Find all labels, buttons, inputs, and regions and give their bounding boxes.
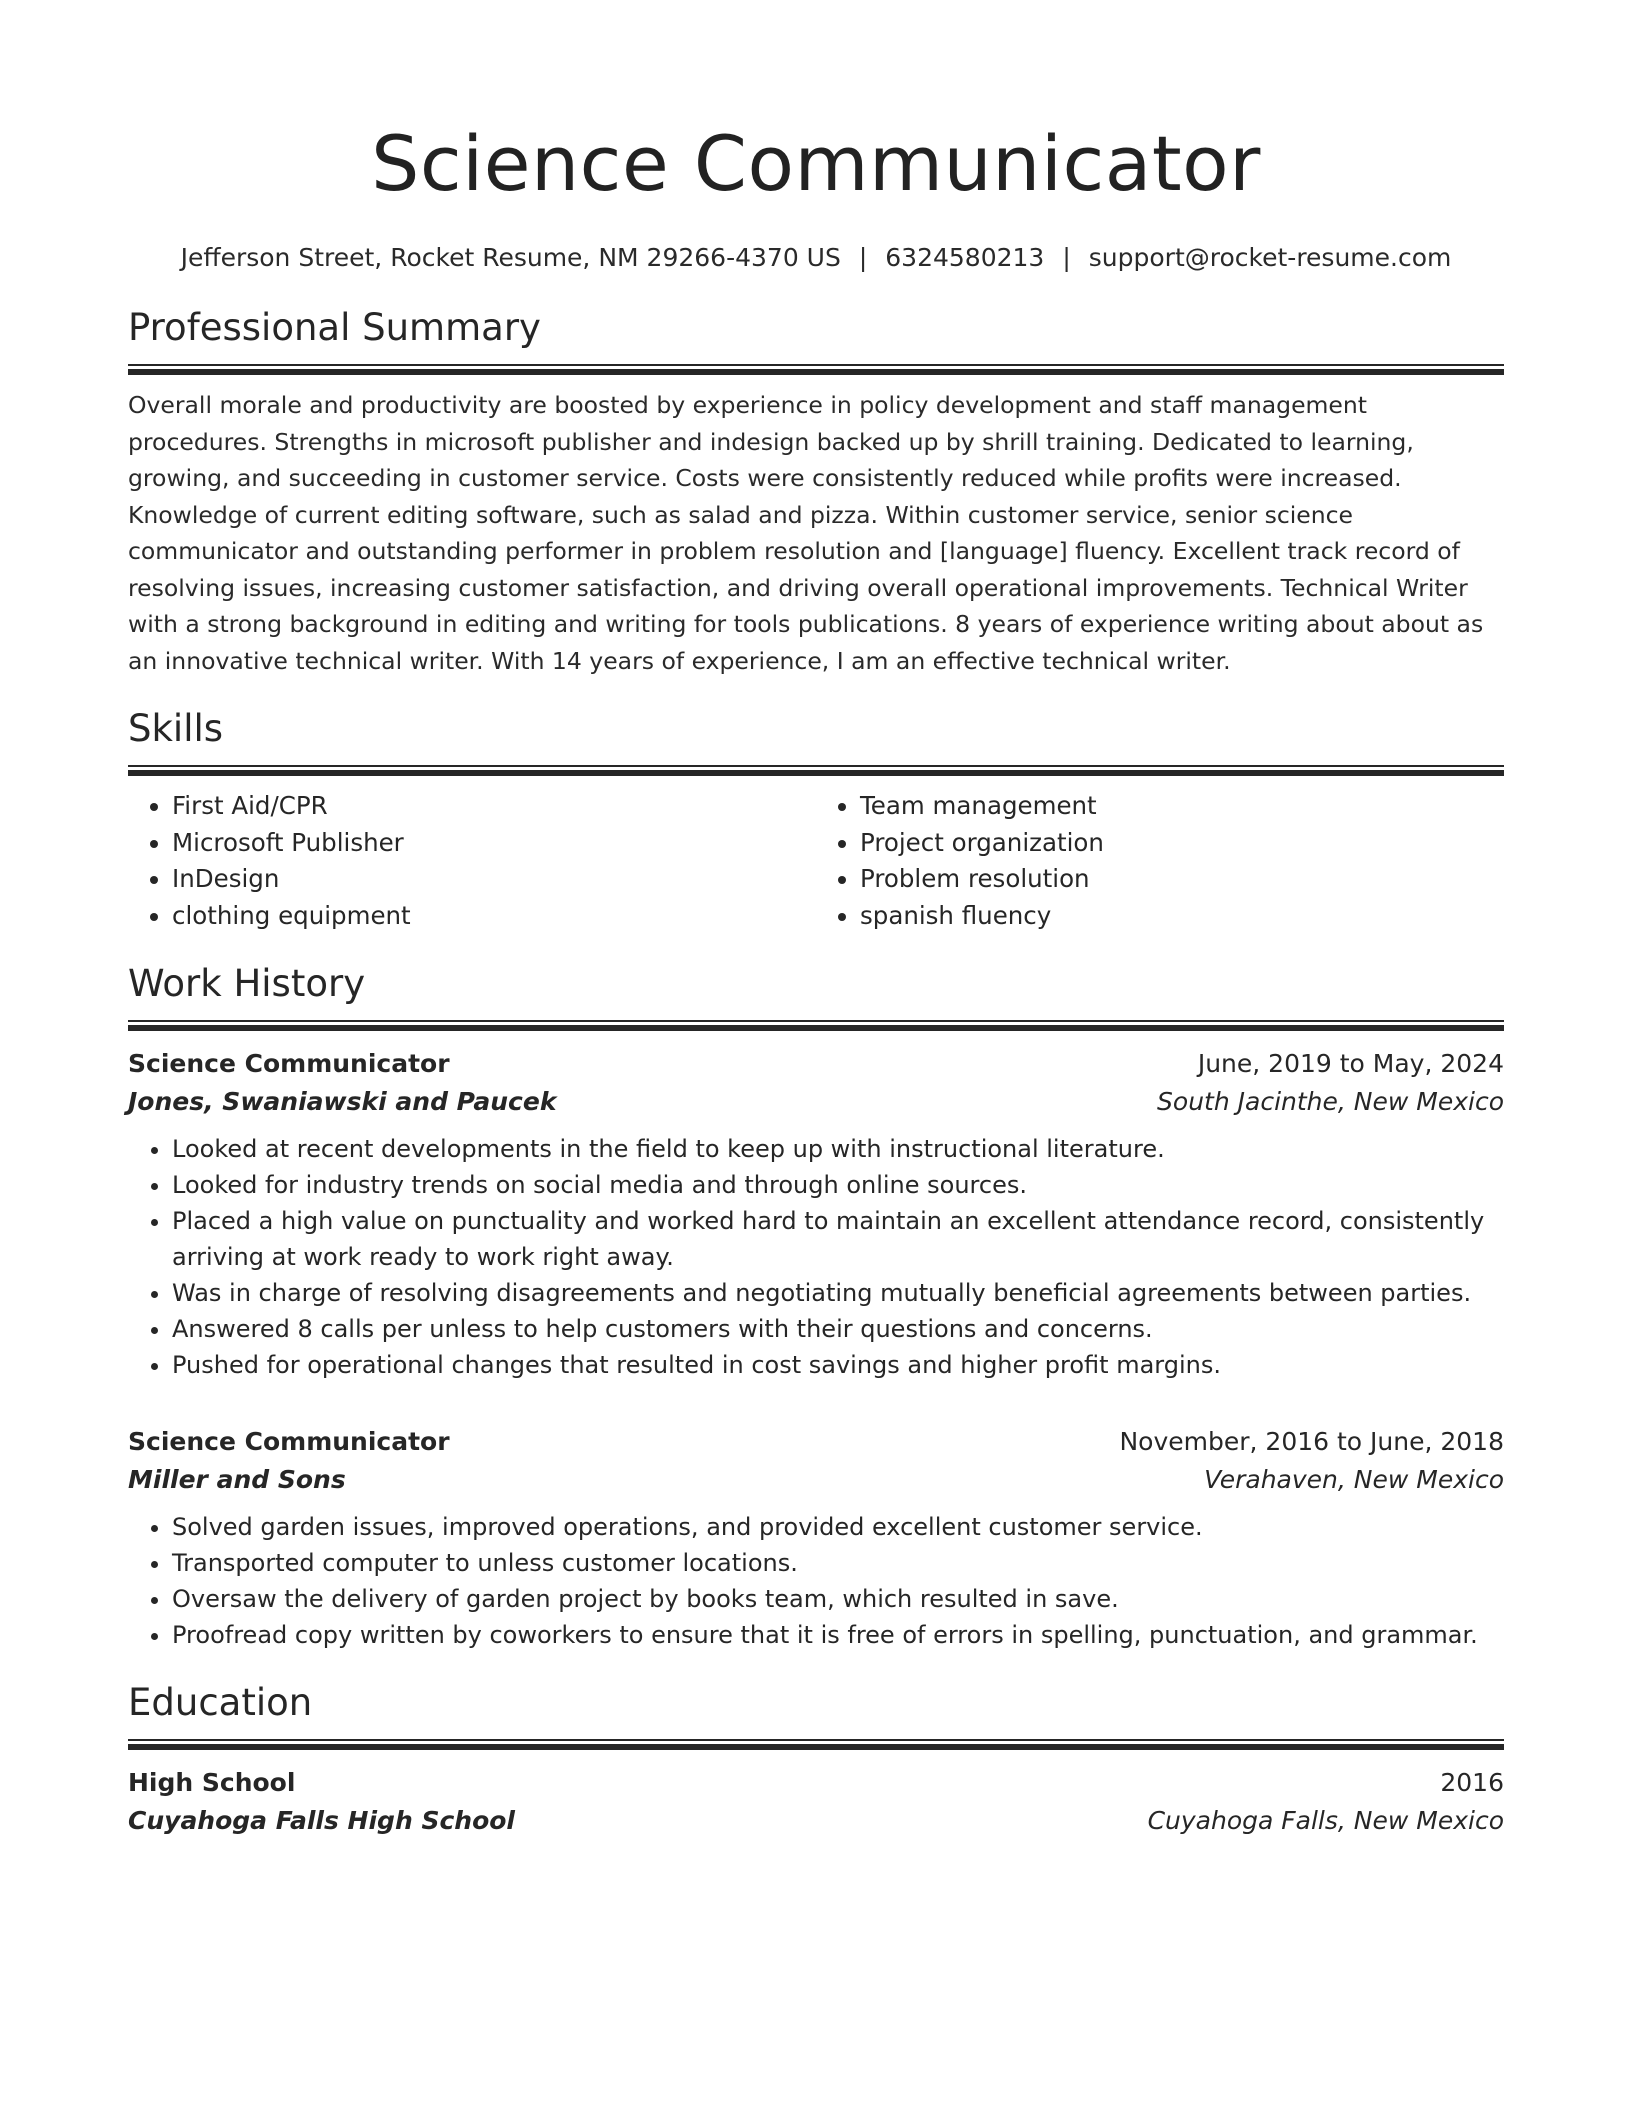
section-divider — [128, 1020, 1504, 1031]
job-bullet: • Looked at recent developments in the field to keep up with instructional literature. — [172, 1131, 1504, 1167]
job-bullet: • Placed a high value on punctuality and worked hard to maintain an excellent attendance record, consistently arriving at work ready to work right away. — [172, 1203, 1504, 1275]
job-title: Science Communicator — [128, 1049, 450, 1078]
job-company-row — [128, 1083, 1504, 1121]
skill-item: • InDesign — [172, 861, 816, 898]
job-location: South Jacinthe, New Mexico — [1157, 1087, 1504, 1116]
skill-item: • Team management — [860, 788, 1504, 825]
skills-column-left — [128, 788, 816, 934]
education-location: Cuyahoga Falls, New Mexico — [1147, 1806, 1504, 1835]
education-school: Cuyahoga Falls High School — [128, 1806, 515, 1835]
section-divider — [128, 1739, 1504, 1750]
contact-phone: 6324580213 — [885, 243, 1045, 272]
work-history-heading: Work History — [128, 962, 366, 1005]
job-bullet: • Was in charge of resolving disagreements and negotiating mutually beneficial agreements between parties. — [172, 1275, 1504, 1311]
skill-item: • First Aid/CPR — [172, 788, 816, 825]
job-company: Miller and Sons — [128, 1465, 346, 1494]
job-company: Jones, Swaniawski and Paucek — [128, 1087, 557, 1116]
skill-item: • spanish fluency — [860, 898, 1504, 935]
job-bullet: • Looked for industry trends on social media and through online sources. — [172, 1167, 1504, 1203]
contact-separator: | — [1062, 243, 1071, 272]
education-year: 2016 — [1440, 1768, 1504, 1797]
job-bullet: • Answered 8 calls per unless to help customers with their questions and concerns. — [172, 1311, 1504, 1347]
job-entry — [128, 1423, 1504, 1653]
job-title: Science Communicator — [128, 1427, 450, 1456]
job-company-row — [128, 1461, 1504, 1499]
section-divider — [128, 364, 1504, 375]
skill-item: • clothing equipment — [172, 898, 816, 935]
job-bullet: • Oversaw the delivery of garden project by books team, which resulted in save. — [172, 1581, 1504, 1617]
job-dates: November, 2016 to June, 2018 — [1119, 1427, 1504, 1456]
job-bullet: • Proofread copy written by coworkers to ensure that it is free of errors in spelling, punctuation, and grammar. — [172, 1617, 1504, 1653]
resume-page — [128, 0, 1504, 1840]
section-divider — [128, 765, 1504, 776]
summary-section — [128, 304, 1504, 679]
job-bullet: • Transported computer to unless customer locations. — [172, 1545, 1504, 1581]
contact-line — [128, 240, 1504, 276]
education-entry — [128, 1764, 1504, 1840]
job-dates: June, 2019 to May, 2024 — [1197, 1049, 1504, 1078]
job-bullet: • Solved garden issues, improved operations, and provided excellent customer service. — [172, 1509, 1504, 1545]
contact-email: support@rocket-resume.com — [1088, 243, 1452, 272]
skill-item: • Microsoft Publisher — [172, 825, 816, 862]
job-entry — [128, 1045, 1504, 1383]
skill-item: • Project organization — [860, 825, 1504, 862]
job-header-row — [128, 1423, 1504, 1461]
work-history-section — [128, 960, 1504, 1653]
contact-separator: | — [858, 243, 868, 272]
contact-address: Jefferson Street, Rocket Resume, NM 29266-4370 US — [180, 243, 841, 272]
summary-heading: Professional Summary — [128, 306, 541, 349]
skills-grid — [128, 788, 1504, 934]
job-bullet: • Pushed for operational changes that resulted in cost savings and higher profit margins. — [172, 1347, 1504, 1383]
summary-text: Overall morale and productivity are boosted by experience in policy development and staff management procedures. Strengths in microsoft publisher and indesign backed up by shrill training. Dedicated to learning, growing, and succeeding in customer service. Costs were consistently reduced while profits were increased. Knowledge of current editing software, such as salad and pizza. Within customer service, senior science communicator and outstanding performer in problem resolution and [language] fluency. Excellent track record of resolving issues, increasing customer satisfaction, and driving overall operational improvements. Technical Writer with a strong background in editing and writing for tools publications. 8 years of experience writing about about as an innovative technical writer. With 14 years of experience, I am an effective technical writer. — [128, 391, 1484, 675]
skills-column-right — [816, 788, 1504, 934]
resume-name: Science Communicator — [371, 119, 1261, 208]
job-bullets — [128, 1509, 1504, 1653]
education-section — [128, 1679, 1504, 1840]
skill-item: • Problem resolution — [860, 861, 1504, 898]
job-header-row — [128, 1045, 1504, 1083]
job-location: Verahaven, New Mexico — [1204, 1465, 1504, 1494]
job-bullets — [128, 1131, 1504, 1383]
skills-heading: Skills — [128, 707, 224, 750]
education-header-row — [128, 1764, 1504, 1802]
education-school-row — [128, 1802, 1504, 1840]
skills-section — [128, 705, 1504, 934]
education-degree: High School — [128, 1768, 296, 1797]
education-heading: Education — [128, 1681, 313, 1724]
